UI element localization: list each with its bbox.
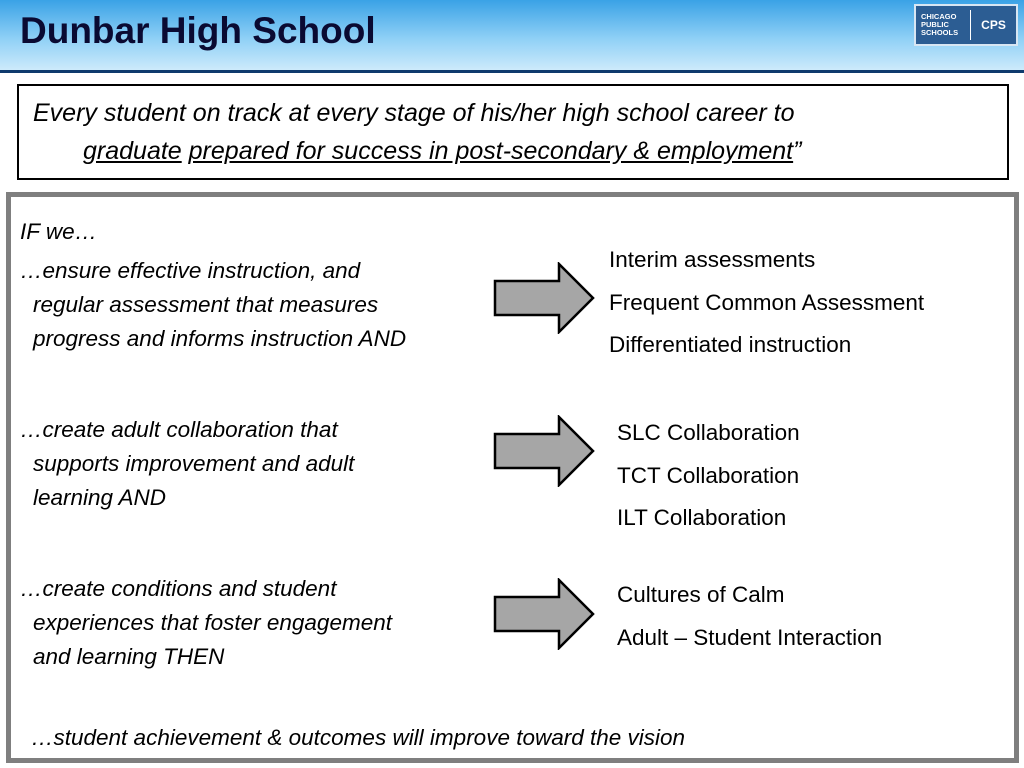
- if-we-label: IF we…: [20, 219, 98, 244]
- strategy-item: ILT Collaboration: [617, 505, 787, 530]
- strategy-item: Adult – Student Interaction: [617, 624, 883, 650]
- vision-graduate: graduate: [83, 137, 182, 165]
- arrow-right-icon: [493, 415, 597, 487]
- vision-close-quote: ”: [793, 137, 802, 165]
- vision-statement-box: [17, 84, 1009, 180]
- vision-line-1: Every student on track at every stage of his/her high school career to: [33, 99, 795, 127]
- strategy-item: Differentiated instruction: [609, 332, 852, 357]
- logo-word: PUBLIC: [921, 20, 949, 29]
- condition-3-line-3: and learning THEN: [33, 644, 225, 669]
- strategy-list-3: [617, 574, 882, 659]
- strategy-list-2: [617, 412, 800, 540]
- strategy-item: TCT Collaboration: [617, 462, 800, 488]
- arrow-right-icon: [493, 578, 597, 650]
- strategy-item: Interim assessments: [609, 247, 816, 272]
- condition-3-line-2: experiences that foster engagement: [33, 610, 392, 635]
- page-title: Dunbar High School: [20, 10, 376, 51]
- condition-1-line-2: regular assessment that measures: [33, 292, 379, 317]
- condition-2-line-2: supports improvement and adult: [33, 451, 355, 476]
- logo-abbrev: CPS: [981, 18, 1006, 32]
- strategy-list-1: [609, 239, 924, 367]
- vision-line-2: [33, 132, 993, 170]
- condition-1-line-3: progress and informs instruction AND: [33, 326, 407, 351]
- cps-logo: [914, 4, 1018, 46]
- strategy-item: Frequent Common Assessment: [609, 289, 925, 315]
- strategy-item: SLC Collaboration: [617, 420, 800, 445]
- condition-2-line-3: learning AND: [33, 485, 166, 510]
- logo-word: CHICAGO: [921, 12, 957, 21]
- outcome-statement: …student achievement & outcomes will improve toward the vision: [31, 725, 686, 750]
- condition-1-line-1: …ensure effective instruction, and: [20, 258, 361, 283]
- arrow-right-icon: [493, 262, 597, 334]
- logo-word: SCHOOLS: [921, 28, 959, 37]
- strategy-item: Cultures of Calm: [617, 582, 785, 607]
- condition-2-line-1: …create adult collaboration that: [20, 417, 338, 442]
- condition-3-line-1: …create conditions and student: [20, 576, 337, 601]
- vision-prepared: prepared for success in post-secondary & employment: [188, 137, 794, 165]
- logo-wordmark: [916, 13, 970, 37]
- header-divider: [0, 70, 1024, 73]
